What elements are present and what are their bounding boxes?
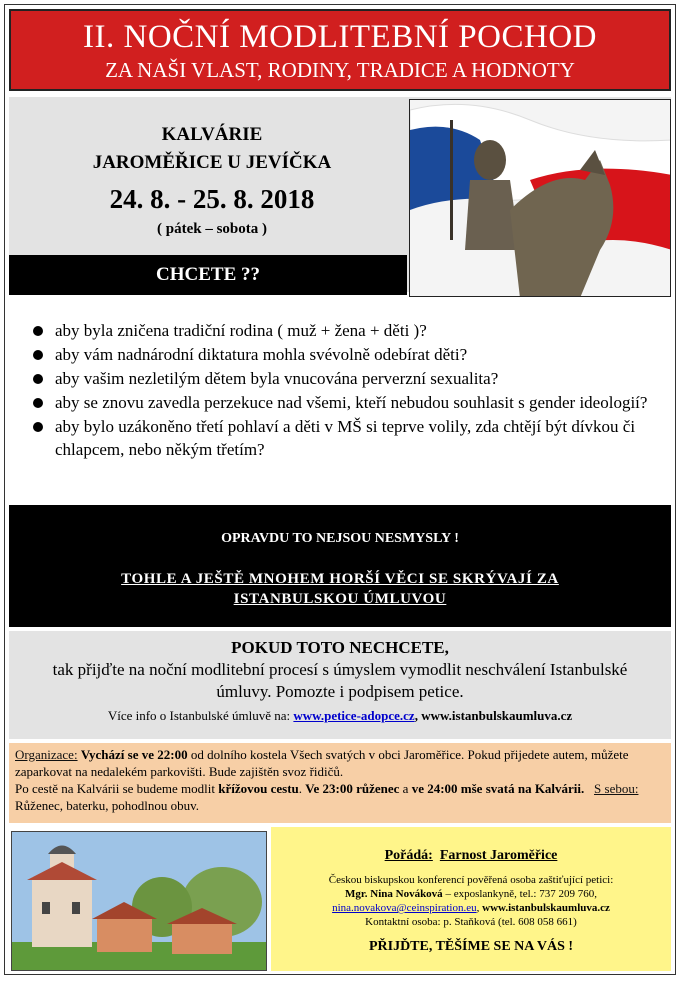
- organizer-panel: [271, 827, 671, 971]
- event-dates: 24. 8. - 25. 8. 2018: [109, 184, 315, 214]
- info-line: Více info o Istanbulské úmluvě na: www.petice-adopce.cz, www.istanbulskaumluva.cz: [107, 708, 573, 723]
- list-item: aby se znovu zavedla perzekuce nad všemi, kteří nebudou souhlasit s gender ideologií?: [33, 391, 663, 414]
- warning-panel: [9, 505, 671, 627]
- email-link[interactable]: nina.novakova@ceinspiration.eu: [332, 902, 477, 914]
- header-title: II. NOČNÍ MODLITEBNÍ POCHOD: [83, 19, 597, 55]
- organizer-heading: Pořádá: Farnost Jaroměřice: [384, 848, 558, 863]
- organization-label: Organizace:: [15, 747, 78, 762]
- call-to-action: [9, 631, 671, 739]
- petice-link[interactable]: www.petice-adopce.cz: [293, 708, 415, 723]
- bullet-icon: [33, 398, 43, 408]
- event-place: KALVÁRIE: [161, 124, 263, 145]
- question-banner: CHCETE ??: [9, 255, 407, 295]
- bullet-icon: [33, 326, 43, 336]
- list-item: aby vašim nezletilým dětem byla vnucována perverzní sexualita?: [33, 367, 663, 390]
- bullet-icon: [33, 350, 43, 360]
- list-item: aby bylo uzákoněno třetí pohlaví a děti v MŠ si teprve volily, zda chtějí být dívkou či chlapcem, nebo někým třetím?: [33, 415, 663, 461]
- statue-photo: [409, 99, 671, 297]
- sebou-label: S sebou:: [594, 781, 639, 796]
- statue-illustration: [410, 100, 671, 297]
- warning-line-2: TOHLE A JEŠTĚ MNOHEM HORŠÍ VĚCI SE SKRÝVAJÍ ZA ISTANBULSKOU ÚMLUVOU: [121, 571, 559, 607]
- church-illustration: [12, 832, 267, 971]
- bullet-icon: [33, 422, 43, 432]
- web-link[interactable]: www.istanbulskaumluva.cz: [482, 902, 610, 914]
- cta-heading: POKUD TOTO NECHCETE,: [231, 638, 449, 657]
- event-info: [17, 121, 407, 239]
- header-banner: [9, 9, 671, 91]
- list-item: aby vám nadnárodní diktatura mohla svévolně odebírat děti?: [33, 343, 663, 366]
- warning-line-1: OPRAVDU TO NEJSOU NESMYSLY !: [221, 531, 459, 546]
- cta-text: tak přijďte na noční modlitební procesí s úmyslem vymodlit neschválení Istanbulské úmluvy. Pomozte i podpisem petice.: [52, 660, 628, 701]
- bullet-icon: [33, 374, 43, 384]
- event-days: ( pátek – sobota ): [156, 221, 267, 237]
- poster: [4, 4, 676, 975]
- istanbul-link[interactable]: www.istanbulskaumluva.cz: [421, 708, 573, 723]
- header-subtitle: ZA NAŠI VLAST, RODINY, TRADICE A HODNOTY: [105, 58, 575, 82]
- closing-line: PŘIJĎTE, TĚŠÍME SE NA VÁS !: [368, 939, 574, 954]
- organizer-details: Českou biskupskou konferencí pověřená osoba zaštiťující petici: Mgr. Nina Nováková – exposlankyně, tel.: 737 209 760, nina.novakova@ceinspiration.eu, www.istanbulskaumluva.cz Kontaktní osoba: p. Staňková (tel. 608 058 661): [328, 874, 614, 928]
- event-town: JAROMĚŘICE U JEVÍČKA: [92, 152, 332, 173]
- church-photo: [11, 831, 267, 971]
- list-item: aby byla zničena tradiční rodina ( muž + žena + děti )?: [33, 319, 663, 342]
- question-list: [33, 319, 663, 462]
- organization-info: Organizace: Vychází se ve 22:00 od dolního kostela Všech svatých v obci Jaroměřice. Pokud přijedete autem, můžete zaparkovat na nedalekém parkovišti. Bude zajištěn svoz řidičů. Po cestě na Kalvárii se budeme modlit křížovou cestu. Ve 23:00 růženec a ve 24:00 mše svatá na Kalvárii. S sebou: Růženec, baterku, pohodlnou obuv.: [9, 743, 671, 823]
